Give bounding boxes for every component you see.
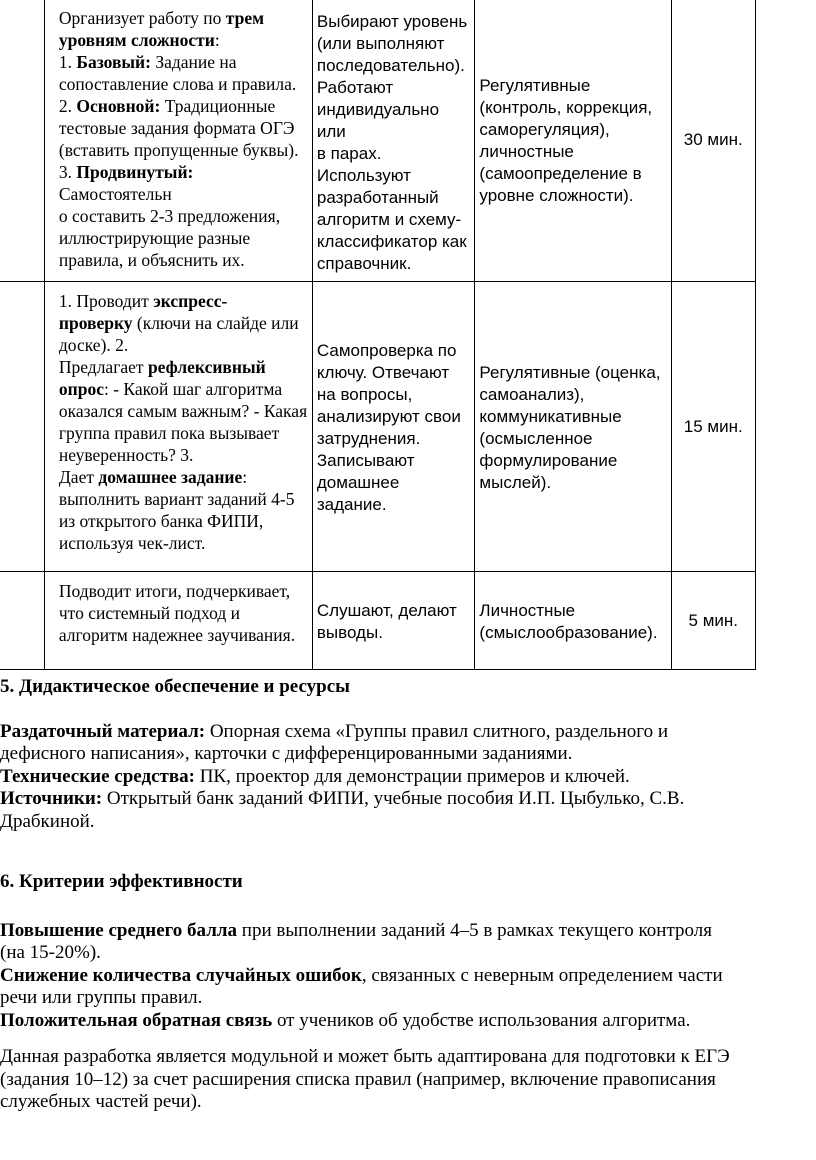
text: (вставить пропущенные буквы). [58,140,299,160]
text: : - Какой шаг алгоритма [103,379,283,399]
text: тестовые задания формата ОГЭ [58,118,295,138]
section-6-item-text: от учеников об удобстве использования алгоритма. [272,1009,691,1031]
students-activity-cell [312,0,475,282]
text: выполнить вариант заданий 4-5 [58,489,295,509]
text: 1. [58,52,77,72]
section-6-item [0,1010,816,1033]
text: что системный подход и [58,603,240,623]
teacher-activity-cell [44,572,312,670]
text: сопоставление слова и правила. [58,74,297,94]
text: из открытого банка ФИПИ, [58,511,264,531]
section-6-item [0,920,816,965]
students-line: затруднения. [316,428,421,448]
document-sections [0,676,816,1114]
uud-line: Регулятивные (оценка, [479,362,661,382]
bold-text: трем [225,8,265,28]
section-6-item-text: при выполнении заданий 4–5 в рамках текущего контроля [237,919,712,941]
bold-text: Продвинутый: [76,162,194,182]
text: используя чек-лист. [58,533,206,553]
section-6-item-label: Снижение количества случайных ошибок [0,964,362,986]
section-5-item [0,766,816,789]
closing-line: Данная разработка является модульной и может быть адаптирована для подготовки к ЕГЭ [0,1046,730,1067]
bold-text: домашнее задание [98,467,243,487]
text: Самостоятельн [58,184,172,204]
time-cell: 15 мин. [671,282,755,572]
section-6-item-label: Повышение среднего балла [0,919,238,941]
uud-line: Личностные [479,600,576,620]
students-line: алгоритм и схему- [316,210,462,229]
section-5-body [0,721,816,834]
text: неуверенность? 3. [58,445,194,465]
teacher-line [59,312,308,334]
text: 3. [58,162,77,182]
stage-cell [0,282,44,572]
teacher-line [59,624,308,646]
teacher-line [59,205,308,227]
students-line: в парах. [316,144,382,163]
section-6-item [0,965,816,1010]
teacher-line [59,227,308,249]
section-5-item-label: Технические средства: [0,765,195,787]
teacher-line [59,580,308,602]
teacher-line [59,532,308,554]
text: Подводит итоги, подчеркивает, [58,581,291,601]
teacher-line [59,7,308,29]
text: Предлагает [58,357,148,377]
stage-cell [0,572,44,670]
section-5-item [0,788,816,833]
students-line: анализируют свои [316,406,461,426]
section-6-item-text: , связанных с неверным определением части [361,964,723,986]
table-row [0,282,756,572]
bold-text: Основной: [76,96,161,116]
section-6-body [0,920,816,1033]
teacher-line [59,466,308,488]
text: о составить 2-3 предложения, [58,206,281,226]
students-line: индивидуально или [316,100,440,141]
table-row [0,572,756,670]
section-6-item-label: Положительная обратная связь [0,1009,273,1031]
students-line: Выбирают уровень [316,12,468,31]
students-line: Записывают [316,450,415,470]
uud-line: (смыслообразование). [479,622,658,642]
text: : [242,467,248,487]
section-5-item-text: Драбкиной. [0,810,95,832]
table-row [0,0,756,282]
uud-line: (осмысленное [479,428,593,448]
section-5-item-text: дефисного написания», карточки с дифференцированными заданиями. [0,743,573,764]
students-line: классификатор как [316,232,467,251]
section-5-item-label: Раздаточный материал: [0,720,206,742]
uud-line: (самоопределение в [479,164,642,183]
stage-name [0,394,42,460]
closing-paragraph [0,1046,816,1114]
stage-name [0,610,42,632]
teacher-line [59,356,308,378]
teacher-line [59,249,308,271]
bold-text: проверку [58,313,133,333]
text: Дает [58,467,99,487]
students-line: Самопроверка по [316,340,457,360]
students-line: разработанный [316,188,439,207]
teacher-line [59,378,308,400]
teacher-line [59,510,308,532]
uud-cell [475,0,671,282]
students-activity-cell [312,282,475,572]
stage-line [0,416,42,438]
section-5-item [0,721,816,766]
uud-line: личностные [479,142,574,161]
teacher-activity-cell [44,0,312,282]
teacher-line [59,139,308,161]
section-5-item-text: Опорная схема «Группы правил слитного, раздельного и [205,720,668,742]
students-line: последовательно). [316,56,465,75]
uud-line: мыслей). [479,472,552,492]
teacher-line [59,161,308,205]
teacher-line [59,117,308,139]
uud-line: формулирование [479,450,618,470]
text: Традиционные [160,96,276,116]
students-line: на вопросы, [316,384,413,404]
text: алгоритм надежнее заучивания. [58,625,296,645]
text: группа правил пока вызывает [58,423,280,443]
bold-text: рефлексивный [147,357,266,377]
students-line: справочник. [316,254,412,273]
section-6-item-text: речи или группы правил. [0,987,203,1008]
section-5-item-text: ПК, проектор для демонстрации примеров и ключей. [194,765,630,787]
closing-line: (задания 10–12) за счет расширения списка правил (например, включение правописания [0,1068,716,1090]
section-5-title: 5. Дидактическое обеспечение и ресурсы [0,676,350,697]
stage-line [0,438,42,460]
section-6-title: 6. Критерии эффективности [0,871,243,892]
text: 1. Проводит [58,291,154,311]
bold-text: экспресс- [153,291,228,311]
stage-cell [0,0,44,282]
teacher-line [59,51,308,73]
students-line: выводы. [316,622,383,642]
students-line: Используют [316,166,411,185]
teacher-line [59,602,308,624]
text: : [214,30,220,50]
teacher-line [59,95,308,117]
teacher-line [59,422,308,444]
uud-line: Регулятивные [479,76,591,95]
students-line: (или выполняют [316,34,445,53]
section-5-item-text: Открытый банк заданий ФИПИ, учебные пособия И.П. Цыбулько, С.В. [102,788,685,809]
uud-cell [475,572,671,670]
section-5-item-label: Источники: [0,788,103,809]
uud-line: коммуникативные [479,406,622,426]
text: Организует работу по [58,8,226,28]
stage-name [0,96,42,184]
uud-line: уровне сложности). [479,186,634,205]
text: 2. [58,96,77,116]
teacher-line [59,444,308,466]
teacher-activity-cell [44,282,312,572]
bold-text: Базовый: [76,52,151,72]
section-6-item-text: (на 15-20%). [0,942,101,963]
text: оказался самым важным? - Какая [58,401,308,421]
text: иллюстрирующие разные [58,228,251,248]
students-line: Работают [316,78,394,97]
stage-line [0,162,42,184]
uud-line: (контроль, коррекция, [479,98,653,117]
uud-line: саморегуляция), [479,120,610,139]
stage-line [0,610,42,632]
stage-line [0,394,42,416]
time-cell: 5 мин. [671,572,755,670]
teacher-line [59,29,308,51]
time-cell: 30 мин. [671,0,755,282]
bold-text: опрос [58,379,104,399]
teacher-line [59,488,308,510]
students-line: домашнее задание. [316,472,400,514]
uud-line: самоанализ), [479,384,585,404]
bold-text: уровням сложности [58,30,215,50]
uud-cell [475,282,671,572]
closing-text [0,1046,816,1114]
text: доске). 2. [58,335,129,355]
stage-line [0,118,42,140]
students-line: Слушают, делают [316,600,457,620]
teacher-line [59,73,308,95]
text: Задание на [150,52,237,72]
text: правила, и объяснить их. [58,250,245,270]
text: (ключи на слайде или [132,313,299,333]
students-line: ключу. Отвечают [316,362,450,382]
students-activity-cell [312,572,475,670]
teacher-line [59,400,308,422]
stage-line [0,140,42,162]
teacher-line [59,334,308,356]
closing-line: служебных частей речи). [0,1091,202,1112]
teacher-line [59,290,308,312]
stage-line [0,96,42,118]
